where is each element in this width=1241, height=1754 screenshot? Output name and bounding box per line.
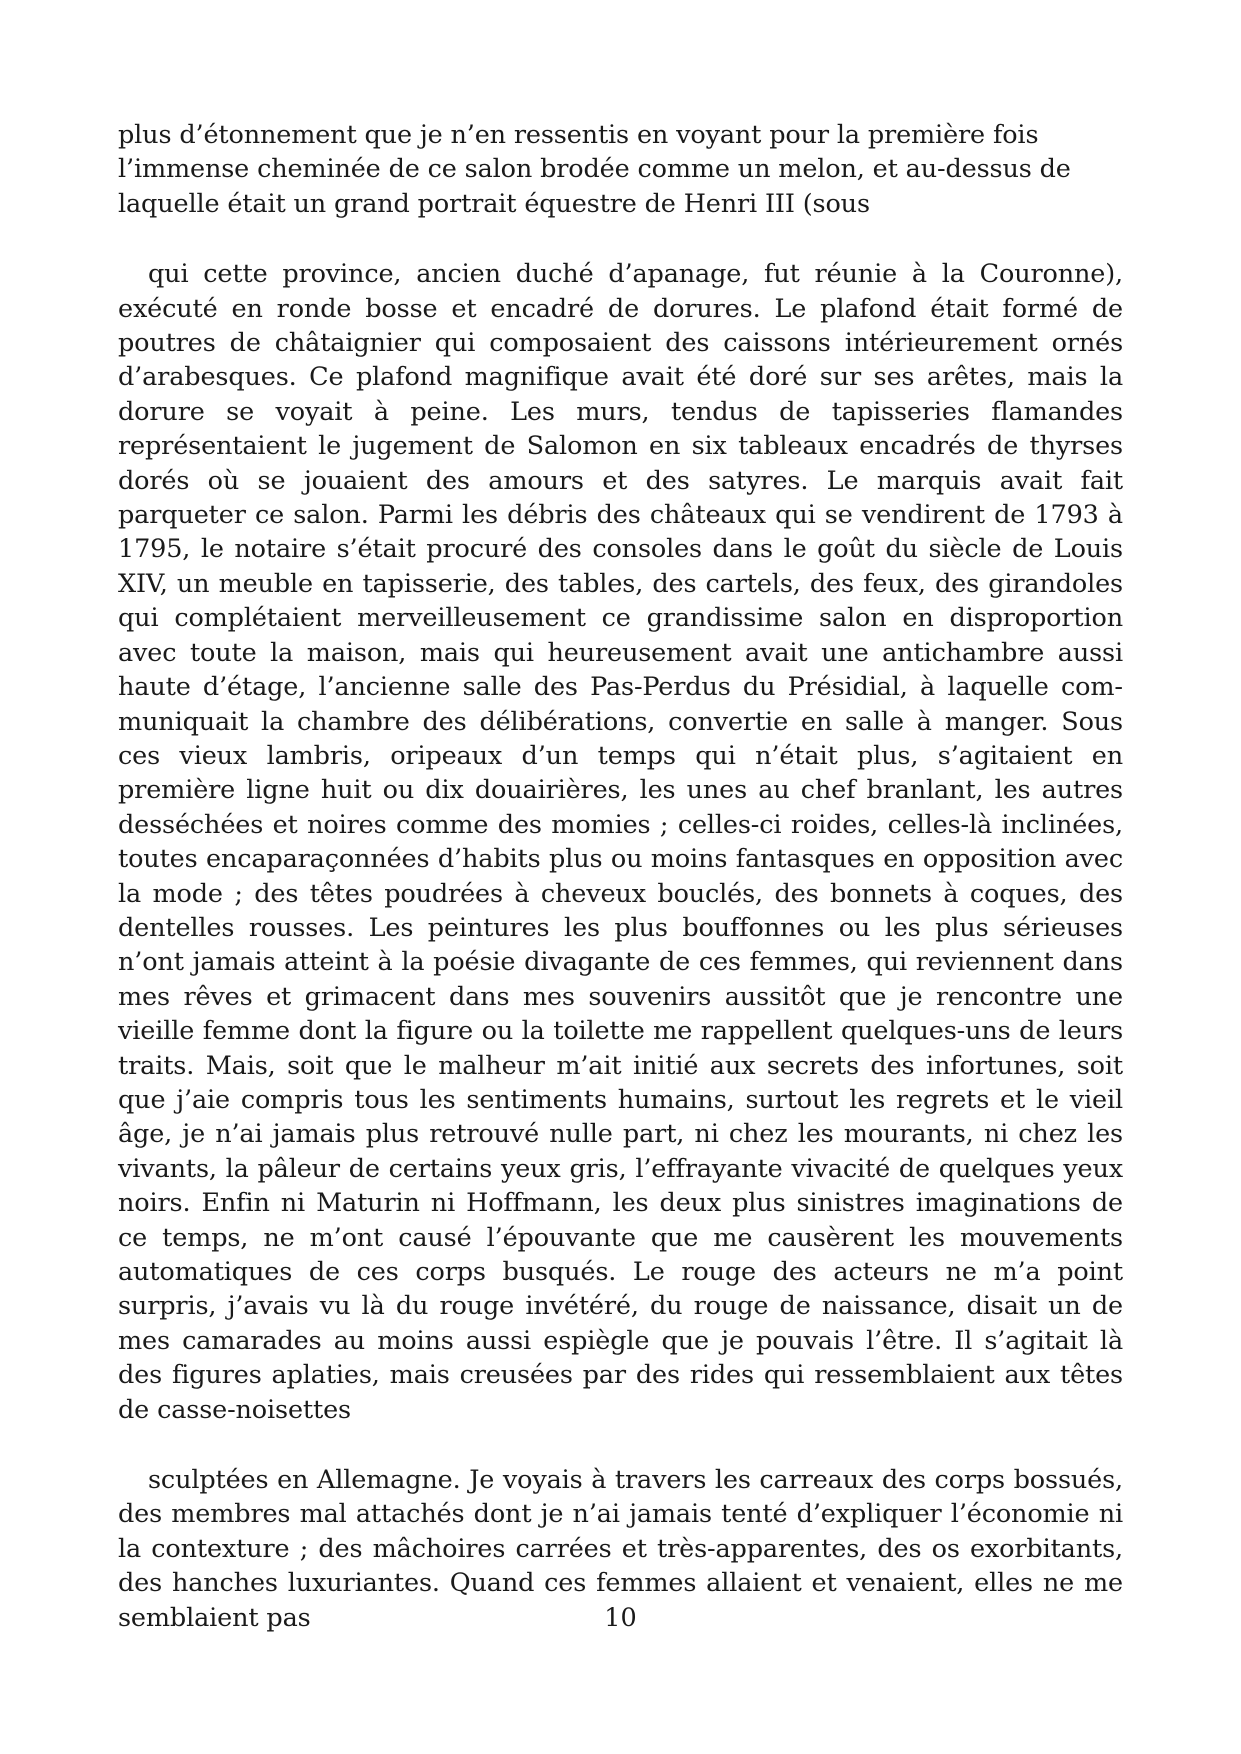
paragraph-continued: plus d’étonnement que je n’en ressentis en voyant pour la première fois l’immense cheminée de ce salon brodée comme un melon, et au-dessus de laquelle était un grand portrait équestre de Henri III (sous (118, 120, 1071, 219)
paragraph-final: sculptées en Allemagne. Je voyais à travers les carreaux des corps bossués, des membres mal attachés dont je n’ai jamais tenté d’expliquer l’économie ni la contexture ; des mâchoires carrées et très-apparentes, des os exorbitants, des hanches luxuriantes. Quand ces femmes allaient et venaient, elles ne me semblaient pas (118, 1465, 1123, 1633)
paragraph-gap (118, 1427, 1123, 1463)
page-number: 10 (604, 1603, 637, 1633)
paragraph-main: qui cette province, ancien duché d’apanage, fut réunie à la Couronne), exécuté en ronde bosse et encadré de dorures. Le plafond était formé de poutres de châtaignier qui composaient des caissons intérieurement ornés d’arabesques. Ce plafond magnifique avait été doré sur ses arêtes, mais la dorure se voyait à peine. Les murs, tendus de tapisseries flamandes représentaient le jugement de Salomon en six tableaux encadrés de thyrses dorés où se jouaient des amours et des satyres. Le marquis avait fait parqueter ce salon. Parmi les débris des châteaux qui se vendirent de 1793 à 1795, le notaire s’était procuré des consoles dans le goût du siècle de Louis XIV, un meuble en tapisserie, des tables, des cartels, des feux, des girandoles qui complétaient merveilleusement ce grandissime salon en disproportion avec toute la maison, mais qui heureusement avait une antichambre aussi haute d’étage, l’ancienne salle des Pas-Perdus du Présidial, à laquelle communiquait la chambre des délibérations, convertie en salle à manger. Sous ces vieux lambris, oripeaux d’un temps qui n’était plus, s’agitaient en première ligne huit ou dix douairières, les unes au chef branlant, les autres desséchées et noires comme des momies ; celles-ci roides, celles-là inclinées, toutes encaparaçonnées d’habits plus ou moins fantasques en opposition avec la mode ; des têtes poudrées à cheveux bouclés, des bonnets à coques, des dentelles rousses. Les peintures les plus bouffonnes ou les plus sérieuses n’ont jamais atteint à la poésie divagante de ces femmes, qui reviennent dans mes rêves et grimacent dans mes souvenirs aussitôt que je rencontre une vieille femme dont la figure ou la toilette me rappellent quelques-uns de leurs traits. Mais, soit que le malheur m’ait initié aux secrets des infortunes, soit que j’aie compris tous les sentiments humains, surtout les regrets et le vieil âge, je n’ai jamais plus retrouvé nulle part, ni chez les mourants, ni chez les vivants, la pâleur de certains yeux gris, l’effrayante vivacité de quelques yeux noirs. Enfin ni Maturin ni Hoffmann, les deux plus sinistres imaginations de ce temps, ne m’ont causé l’épouvante que me causèrent les mouvements automatiques de ces corps busqués. Le rouge des acteurs ne m’a point surpris, j’avais vu là du rouge invétéré, du rouge de naissance, disait un de mes camarades au moins aussi espiègle que je pouvais l’être. Il s’agitait là des figures aplaties, mais creusées par des rides qui ressemblaient aux têtes de casse-noisettes (118, 259, 1123, 1425)
paragraph-gap (118, 221, 1123, 257)
document-page (118, 118, 1123, 1718)
